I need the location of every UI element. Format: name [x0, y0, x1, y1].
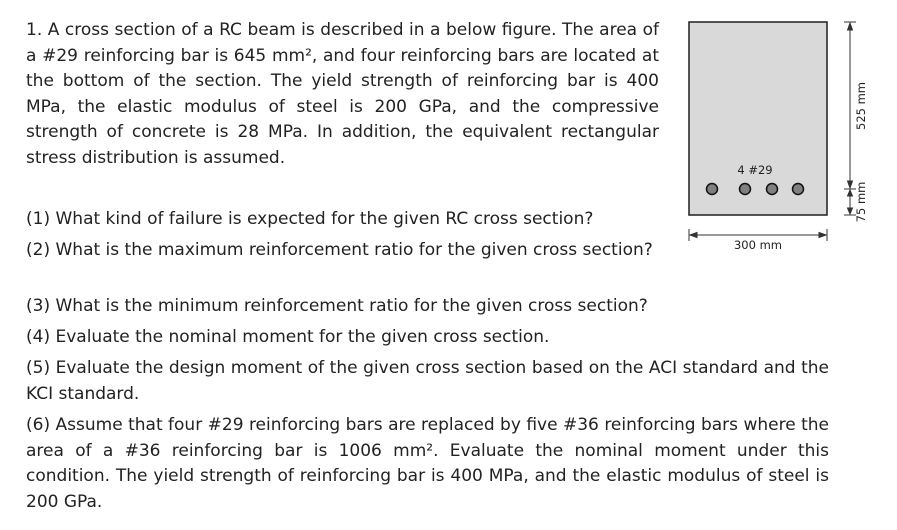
question-2: (2) What is the maximum reinforcement ratio for the given cross section?	[26, 240, 653, 260]
height-label: 525 mm	[854, 81, 868, 131]
question-6: (6) Assume that four #29 reinforcing bars are replaced by five #36 reinforcing bars where the area of a #36 reinforcing bar is 1006 mm². Evaluate the nominal moment under this condition. The yield strength of reinforcing bar is 400 MPa, and the elastic modulus of steel is 200 GPa.	[26, 415, 829, 512]
question-4: (4) Evaluate the nominal moment for the given cross section.	[26, 327, 550, 347]
rebar	[707, 184, 718, 195]
question-5: (5) Evaluate the design moment of the given cross section based on the ACI standard and the KCI standard.	[26, 358, 829, 404]
rebar	[767, 184, 778, 195]
question-3: (3) What is the minimum reinforcement ratio for the given cross section?	[26, 296, 648, 316]
question-1: (1) What kind of failure is expected for the given RC cross section?	[26, 209, 594, 229]
width-label: 300 mm	[733, 238, 783, 252]
rebar	[740, 184, 751, 195]
cover-label: 75 mm	[854, 181, 868, 223]
rebar	[793, 184, 804, 195]
problem-statement: 1. A cross section of a RC beam is described in a below figure. The area of a #29 reinforcing bar is 645 mm², and four reinforcing bars are located at the bottom of the section. The yield strength of reinforcing bar is 400 MPa, the elastic modulus of steel is 200 GPa, and the compressive strength of concrete is 28 MPa. In addition, the equivalent rectangular stress distribution is assumed.	[26, 20, 659, 168]
bar-label: 4 #29	[737, 163, 773, 177]
